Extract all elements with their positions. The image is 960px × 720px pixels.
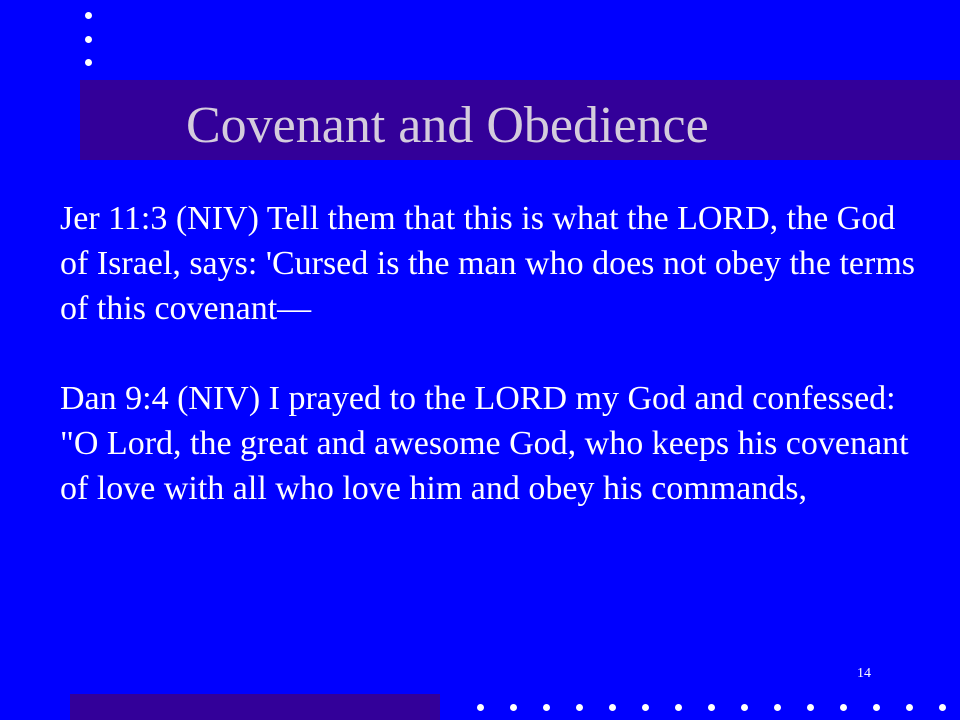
decor-dot [85,36,92,43]
decor-dot [741,704,748,711]
slide-body [60,196,920,511]
scripture-paragraph: Dan 9:4 (NIV) I prayed to the LORD my God and confessed: "O Lord, the great and awesome God, who keeps his covenant of love with all who love him and obey his commands, [60,380,909,507]
decor-dot [774,704,781,711]
decor-dot [85,12,92,19]
bottom-bar [70,694,440,720]
decor-dot [576,704,583,711]
page-number: 14 [857,666,871,681]
decor-dot [807,704,814,711]
scripture-paragraph: Jer 11:3 (NIV) Tell them that this is what the LORD, the God of Israel, says: 'Cursed is the man who does not obey the terms of this covenant— [60,200,916,327]
decor-dot [477,704,484,711]
decor-dot [939,704,946,711]
slide-title: Covenant and Obedience [186,97,709,154]
decor-dot [642,704,649,711]
decor-dot [85,59,92,66]
decor-dot [543,704,550,711]
decor-dot [906,704,913,711]
decor-dot [609,704,616,711]
decor-dot [708,704,715,711]
decor-dot [675,704,682,711]
decor-dot [873,704,880,711]
decor-dot [510,704,517,711]
decor-dot [840,704,847,711]
